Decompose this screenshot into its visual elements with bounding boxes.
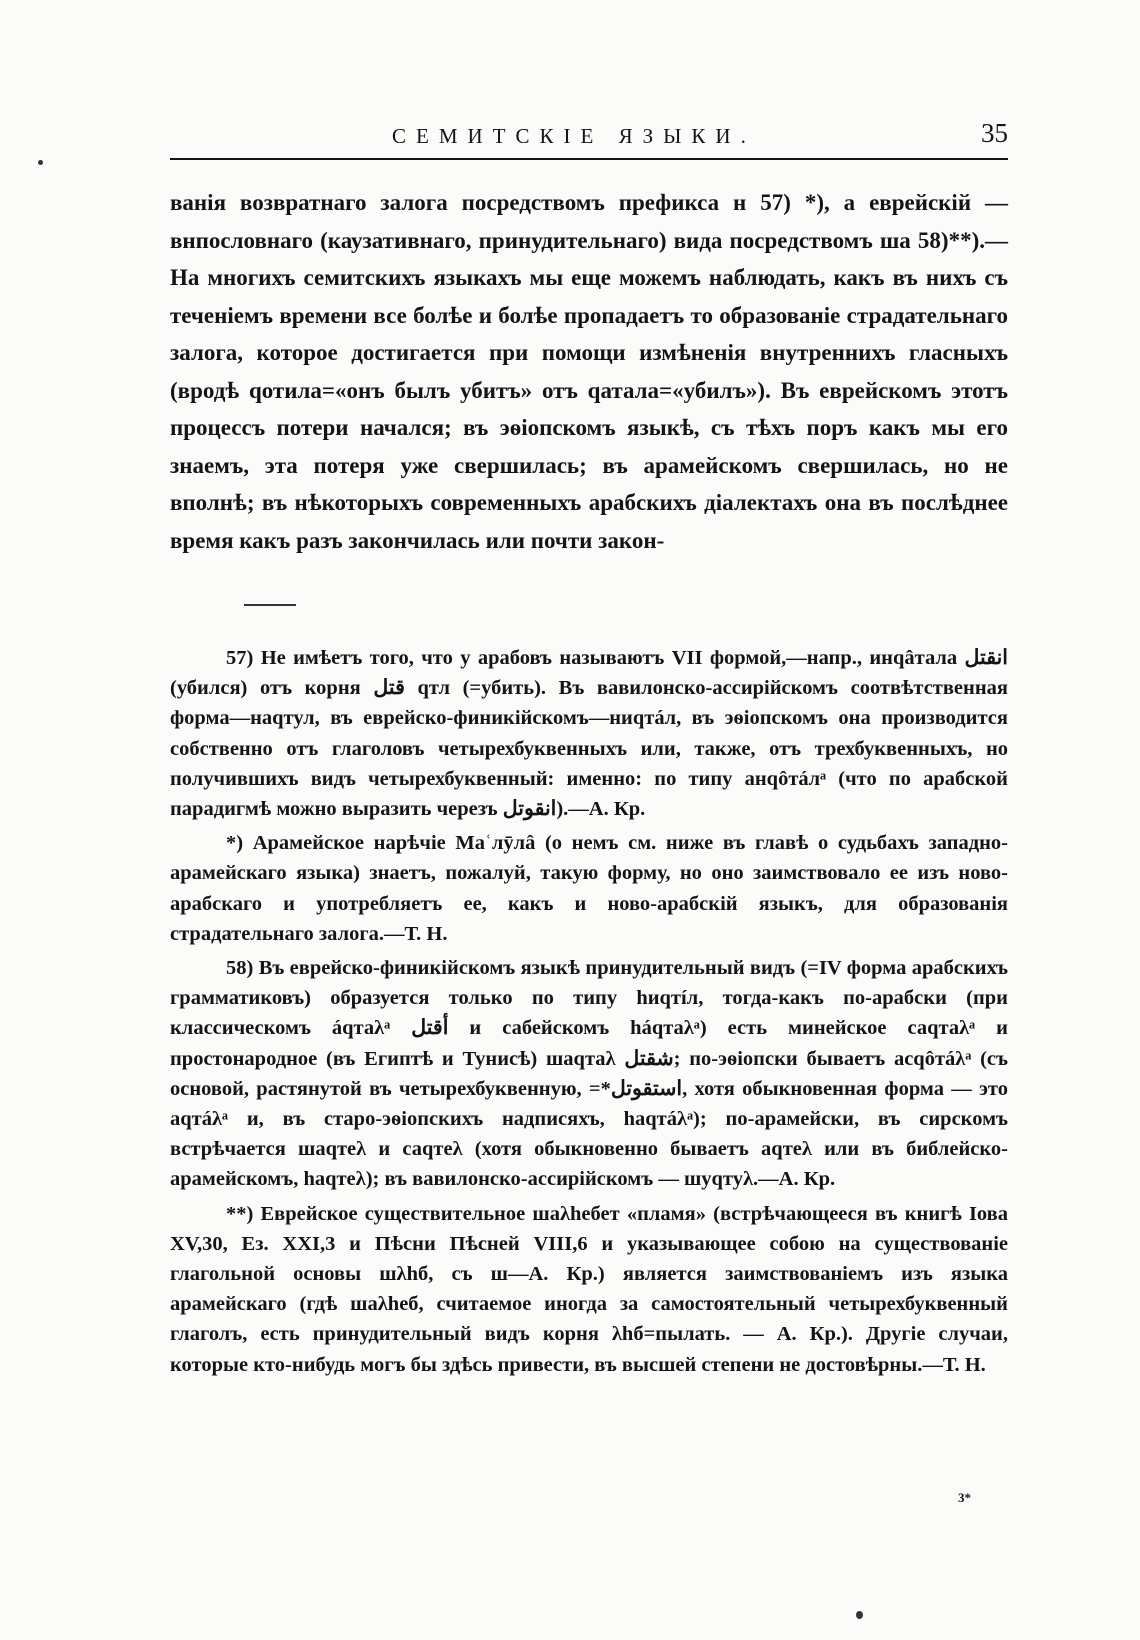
footnote-58: 58) Въ еврейско-финикійскомъ языкѣ принудительный видъ (=IV форма арабскихъ грамматиковъ) образуется только по типу hиqтíл, тогда-какъ по-арабски (при классическомъ áqтаλᵃ أقتل и сабейскомъ háqтаλᵃ) есть минейское саqтаλᵃ и простонародное (въ Египтѣ и Тунисѣ) шаqтаλ شقتل; по-эѳіопски бываетъ асqôтáλᵃ (съ основой, растянутой въ четырехбуквенную, =*استقوتل, хотя обыкновенная форма — это аqтáλᵃ и, въ старо-эѳіопскихъ надписяхъ, hаqтáλᵃ); по-арамейски, въ сирскомъ встрѣчается шаqтеλ и саqтеλ (хотя обыкновенно бываетъ аqтеλ или въ библейско-арамейскомъ, hаqтеλ); въ вавилонско-ассирійскомъ — шуqтуλ.—А. Кр. [170, 957, 1008, 1191]
main-paragraph: ванія возвратнаго залога посредствомъ префикса н 57) *), а еврейскій — внпословнаго (каузативнаго, принудительнаго) вида посредствомъ ша 58)**).— На многихъ семитскихъ языкахъ мы еще можемъ наблюдать, какъ въ нихъ съ теченіемъ времени все болѣе и болѣе пропадаетъ то образованіе страдательнаго залога, которое достигается при помощи измѣненія внутреннихъ гласныхъ (вродѣ qотила=«онъ былъ убитъ» отъ qатала=«убилъ»). Въ еврейскомъ этотъ процессъ потери начался; въ эѳіопскомъ языкѣ, съ тѣхъ поръ какъ мы его знаемъ, эта потеря уже свершилась; въ арамейскомъ свершилась, но не вполнѣ; въ нѣкоторыхъ современныхъ арабскихъ діалектахъ она въ послѣднее время какъ разъ закончилась или почти закон- [170, 190, 1008, 553]
footnote-double-star: **) Еврейское существительное шаλhебет «пламя» (встрѣчающееся въ книгѣ Іова XV,30, Ез. XXI,3 и Пѣсни Пѣсней VIII,6 и указывающее собою на существованіе глагольной основы шλhб, съ ш—А. Кр.) является заимствованіемъ изъ языка арамейскаго (гдѣ шаλhеб, считаемое иногда за самостоятельный четырехбуквенный глаголъ, есть принудительный видъ корня λhб=пылать. — А. Кр.). Другіе случаи, которые кто-нибудь могъ бы здѣсь привести, въ высшей степени не достовѣрны.—Т. Н. [170, 1202, 1008, 1376]
footnotes [170, 643, 1008, 1384]
running-title: СЕМИТСКІЕ ЯЗЫКИ. [392, 124, 756, 148]
page-header [170, 118, 1008, 162]
signature-mark: 3* [958, 1490, 971, 1505]
footnote-star: *) Арамейское нарѣчіе Маʿлӯлâ (о немъ см. ниже въ главѣ о судьбахъ западно-арамейскаго языка) знаетъ, пожалуй, такую форму, но оно заимствовало ее изъ ново-арабскаго и употребляетъ ее, какъ и ново-арабскій языкъ, для образованія страдательнаго залога.—Т. Н. [170, 832, 1008, 945]
page-number: 35 [981, 118, 1008, 148]
footnote-separator [244, 604, 296, 606]
scan-speck [38, 160, 43, 165]
scan-speck [856, 1611, 863, 1619]
footnote-57: 57) Не имѣетъ того, что у арабовъ называютъ VII формой,—напр., инqâтала انقتل (убился) отъ корня قتل qтл (=убить). Въ вавилонско-ассирійскомъ соотвѣтственная форма—наqтул, въ еврейско-финикійскомъ—ниqтáл, въ эѳіопскомъ она производится собственно отъ глаголовъ четырехбуквенныхъ или, также, отъ трехбуквенныхъ, но получившихъ видъ четырехбуквенный: именно: по типу анqôтáлᵃ (что по арабской парадигмѣ можно выразить черезъ انقوتل).—А. Кр. [170, 647, 1008, 821]
header-rule [170, 158, 1008, 160]
